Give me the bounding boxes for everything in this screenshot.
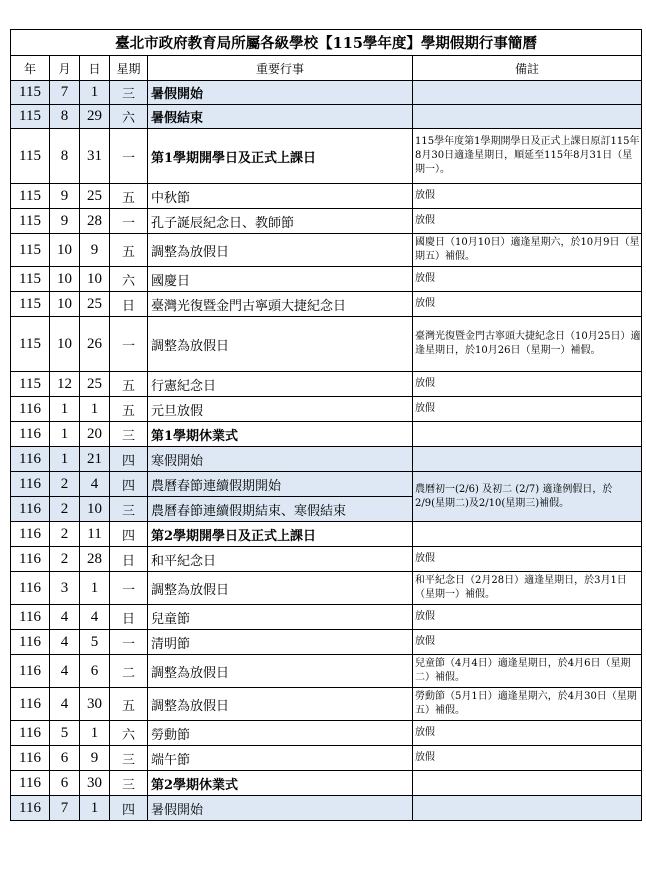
row-day: 25 — [80, 184, 110, 209]
table-row — [11, 746, 642, 771]
row-note: 放假 — [413, 372, 642, 397]
calendar-table — [10, 29, 642, 821]
row-note: 和平紀念日（2月28日）適逢星期日，於3月1日（星期一）補假。 — [413, 572, 642, 605]
row-weekday: 一 — [110, 209, 148, 234]
calendar-document — [10, 29, 641, 821]
row-day: 25 — [80, 372, 110, 397]
row-year: 115 — [11, 292, 50, 317]
row-year: 116 — [11, 630, 50, 655]
row-month: 10 — [50, 317, 80, 372]
row-year: 116 — [11, 796, 50, 821]
row-year: 116 — [11, 472, 50, 497]
row-year: 116 — [11, 547, 50, 572]
row-note — [413, 522, 642, 547]
row-weekday: 四 — [110, 472, 148, 497]
row-event: 調整為放假日 — [148, 572, 413, 605]
row-event: 元旦放假 — [148, 397, 413, 422]
row-event: 兒童節 — [148, 605, 413, 630]
row-year: 116 — [11, 721, 50, 746]
row-month: 2 — [50, 547, 80, 572]
row-note — [413, 81, 642, 105]
row-weekday: 四 — [110, 796, 148, 821]
row-note — [413, 447, 642, 472]
row-month: 10 — [50, 267, 80, 292]
row-day: 25 — [80, 292, 110, 317]
row-event: 寒假開始 — [148, 447, 413, 472]
row-year: 115 — [11, 372, 50, 397]
table-row — [11, 472, 642, 497]
page-title: 臺北市政府教育局所屬各級學校【115學年度】學期假期行事簡曆 — [11, 30, 642, 56]
row-note: 放假 — [413, 184, 642, 209]
row-year: 115 — [11, 81, 50, 105]
row-note — [413, 796, 642, 821]
row-weekday: 五 — [110, 372, 148, 397]
row-month: 4 — [50, 605, 80, 630]
header-weekday: 星期 — [110, 56, 148, 81]
row-event: 第1學期休業式 — [148, 422, 413, 447]
row-weekday: 四 — [110, 447, 148, 472]
row-year: 116 — [11, 655, 50, 688]
row-weekday: 三 — [110, 497, 148, 522]
table-row — [11, 572, 642, 605]
row-year: 116 — [11, 605, 50, 630]
row-month: 4 — [50, 688, 80, 721]
row-weekday: 三 — [110, 81, 148, 105]
row-weekday: 五 — [110, 184, 148, 209]
row-day: 10 — [80, 497, 110, 522]
row-day: 21 — [80, 447, 110, 472]
row-day: 4 — [80, 605, 110, 630]
row-day: 1 — [80, 397, 110, 422]
row-day: 28 — [80, 209, 110, 234]
row-note: 115學年度第1學期開學日及正式上課日原訂115年8月30日適逢星期日，順延至115年8月31日（星期一）。 — [413, 129, 642, 184]
table-row — [11, 105, 642, 129]
row-note: 放假 — [413, 746, 642, 771]
row-month: 10 — [50, 234, 80, 267]
row-weekday: 一 — [110, 572, 148, 605]
row-month: 7 — [50, 81, 80, 105]
row-month: 4 — [50, 655, 80, 688]
table-row — [11, 184, 642, 209]
table-row — [11, 397, 642, 422]
row-day: 10 — [80, 267, 110, 292]
row-month: 6 — [50, 771, 80, 796]
row-weekday: 六 — [110, 105, 148, 129]
row-note: 放假 — [413, 630, 642, 655]
row-note: 放假 — [413, 547, 642, 572]
table-row — [11, 267, 642, 292]
table-row — [11, 630, 642, 655]
row-day: 9 — [80, 746, 110, 771]
row-note: 放假 — [413, 721, 642, 746]
row-event: 第1學期開學日及正式上課日 — [148, 129, 413, 184]
row-event: 農曆春節連續假期結束、寒假結束 — [148, 497, 413, 522]
row-year: 116 — [11, 572, 50, 605]
row-event: 調整為放假日 — [148, 317, 413, 372]
table-row — [11, 372, 642, 397]
row-event: 調整為放假日 — [148, 688, 413, 721]
row-month: 12 — [50, 372, 80, 397]
row-year: 115 — [11, 267, 50, 292]
table-row — [11, 605, 642, 630]
row-event: 中秋節 — [148, 184, 413, 209]
row-day: 5 — [80, 630, 110, 655]
row-note — [413, 422, 642, 447]
row-day: 4 — [80, 472, 110, 497]
row-year: 115 — [11, 234, 50, 267]
row-month: 8 — [50, 129, 80, 184]
row-day: 31 — [80, 129, 110, 184]
table-row — [11, 422, 642, 447]
row-day: 1 — [80, 81, 110, 105]
row-weekday: 三 — [110, 746, 148, 771]
table-row — [11, 317, 642, 372]
row-day: 29 — [80, 105, 110, 129]
table-row — [11, 688, 642, 721]
row-day: 6 — [80, 655, 110, 688]
row-day: 1 — [80, 572, 110, 605]
row-weekday: 五 — [110, 397, 148, 422]
header-event: 重要行事 — [148, 56, 413, 81]
row-weekday: 五 — [110, 234, 148, 267]
row-month: 5 — [50, 721, 80, 746]
row-weekday: 六 — [110, 721, 148, 746]
row-weekday: 日 — [110, 605, 148, 630]
row-day: 11 — [80, 522, 110, 547]
row-note: 臺灣光復暨金門古寧頭大捷紀念日（10月25日）適逢星期日，於10月26日（星期一）補假。 — [413, 317, 642, 372]
row-month: 3 — [50, 572, 80, 605]
table-row — [11, 81, 642, 105]
row-day: 20 — [80, 422, 110, 447]
row-event: 行憲紀念日 — [148, 372, 413, 397]
row-note: 放假 — [413, 292, 642, 317]
row-event: 農曆春節連續假期開始 — [148, 472, 413, 497]
table-row — [11, 522, 642, 547]
row-day: 1 — [80, 721, 110, 746]
row-weekday: 三 — [110, 422, 148, 447]
row-month: 2 — [50, 522, 80, 547]
row-month: 2 — [50, 497, 80, 522]
row-month: 9 — [50, 184, 80, 209]
row-event: 調整為放假日 — [148, 234, 413, 267]
row-year: 116 — [11, 746, 50, 771]
row-note: 農曆初一(2/6) 及初二 (2/7) 適逢例假日，於2/9(星期二)及2/10(星期三)補假。 — [413, 472, 642, 522]
row-year: 116 — [11, 771, 50, 796]
row-weekday: 六 — [110, 267, 148, 292]
row-year: 115 — [11, 105, 50, 129]
row-weekday: 一 — [110, 317, 148, 372]
row-month: 8 — [50, 105, 80, 129]
header-year: 年 — [11, 56, 50, 81]
row-weekday: 二 — [110, 655, 148, 688]
row-month: 2 — [50, 472, 80, 497]
row-event: 調整為放假日 — [148, 655, 413, 688]
row-event: 第2學期休業式 — [148, 771, 413, 796]
row-note: 勞動節（5月1日）適逢星期六，於4月30日（星期五）補假。 — [413, 688, 642, 721]
row-event: 端午節 — [148, 746, 413, 771]
row-day: 28 — [80, 547, 110, 572]
row-event: 清明節 — [148, 630, 413, 655]
row-event: 國慶日 — [148, 267, 413, 292]
row-note: 國慶日（10月10日）適逢星期六，於10月9日（星期五）補假。 — [413, 234, 642, 267]
table-row — [11, 655, 642, 688]
row-month: 10 — [50, 292, 80, 317]
table-row — [11, 292, 642, 317]
row-year: 115 — [11, 129, 50, 184]
row-month: 4 — [50, 630, 80, 655]
row-month: 1 — [50, 397, 80, 422]
row-year: 116 — [11, 447, 50, 472]
row-weekday: 一 — [110, 129, 148, 184]
row-event: 第2學期開學日及正式上課日 — [148, 522, 413, 547]
row-day: 1 — [80, 796, 110, 821]
row-year: 115 — [11, 209, 50, 234]
row-day: 30 — [80, 771, 110, 796]
row-month: 9 — [50, 209, 80, 234]
table-row — [11, 771, 642, 796]
row-month: 6 — [50, 746, 80, 771]
header-month: 月 — [50, 56, 80, 81]
row-weekday: 日 — [110, 292, 148, 317]
row-weekday: 四 — [110, 522, 148, 547]
row-weekday: 一 — [110, 630, 148, 655]
row-note — [413, 771, 642, 796]
row-note: 放假 — [413, 209, 642, 234]
row-note: 放假 — [413, 397, 642, 422]
table-row — [11, 796, 642, 821]
row-event: 暑假開始 — [148, 81, 413, 105]
table-row — [11, 447, 642, 472]
row-month: 1 — [50, 422, 80, 447]
row-note: 兒童節（4月4日）適逢星期日，於4月6日（星期二）補假。 — [413, 655, 642, 688]
row-day: 30 — [80, 688, 110, 721]
row-year: 115 — [11, 317, 50, 372]
row-event: 暑假開始 — [148, 796, 413, 821]
row-note — [413, 105, 642, 129]
row-weekday: 五 — [110, 688, 148, 721]
row-year: 116 — [11, 422, 50, 447]
row-year: 116 — [11, 497, 50, 522]
row-month: 1 — [50, 447, 80, 472]
row-weekday: 日 — [110, 547, 148, 572]
table-row — [11, 209, 642, 234]
header-day: 日 — [80, 56, 110, 81]
row-year: 116 — [11, 522, 50, 547]
row-note: 放假 — [413, 605, 642, 630]
row-event: 臺灣光復暨金門古寧頭大捷紀念日 — [148, 292, 413, 317]
row-event: 勞動節 — [148, 721, 413, 746]
row-month: 7 — [50, 796, 80, 821]
row-event: 暑假結束 — [148, 105, 413, 129]
row-year: 116 — [11, 397, 50, 422]
row-year: 115 — [11, 184, 50, 209]
row-day: 9 — [80, 234, 110, 267]
table-row — [11, 721, 642, 746]
table-row — [11, 547, 642, 572]
header-note: 備註 — [413, 56, 642, 81]
row-note: 放假 — [413, 267, 642, 292]
header-row — [11, 56, 642, 81]
row-year: 116 — [11, 688, 50, 721]
table-row — [11, 129, 642, 184]
row-event: 孔子誕辰紀念日、教師節 — [148, 209, 413, 234]
row-event: 和平紀念日 — [148, 547, 413, 572]
row-weekday: 三 — [110, 771, 148, 796]
row-day: 26 — [80, 317, 110, 372]
table-row — [11, 234, 642, 267]
